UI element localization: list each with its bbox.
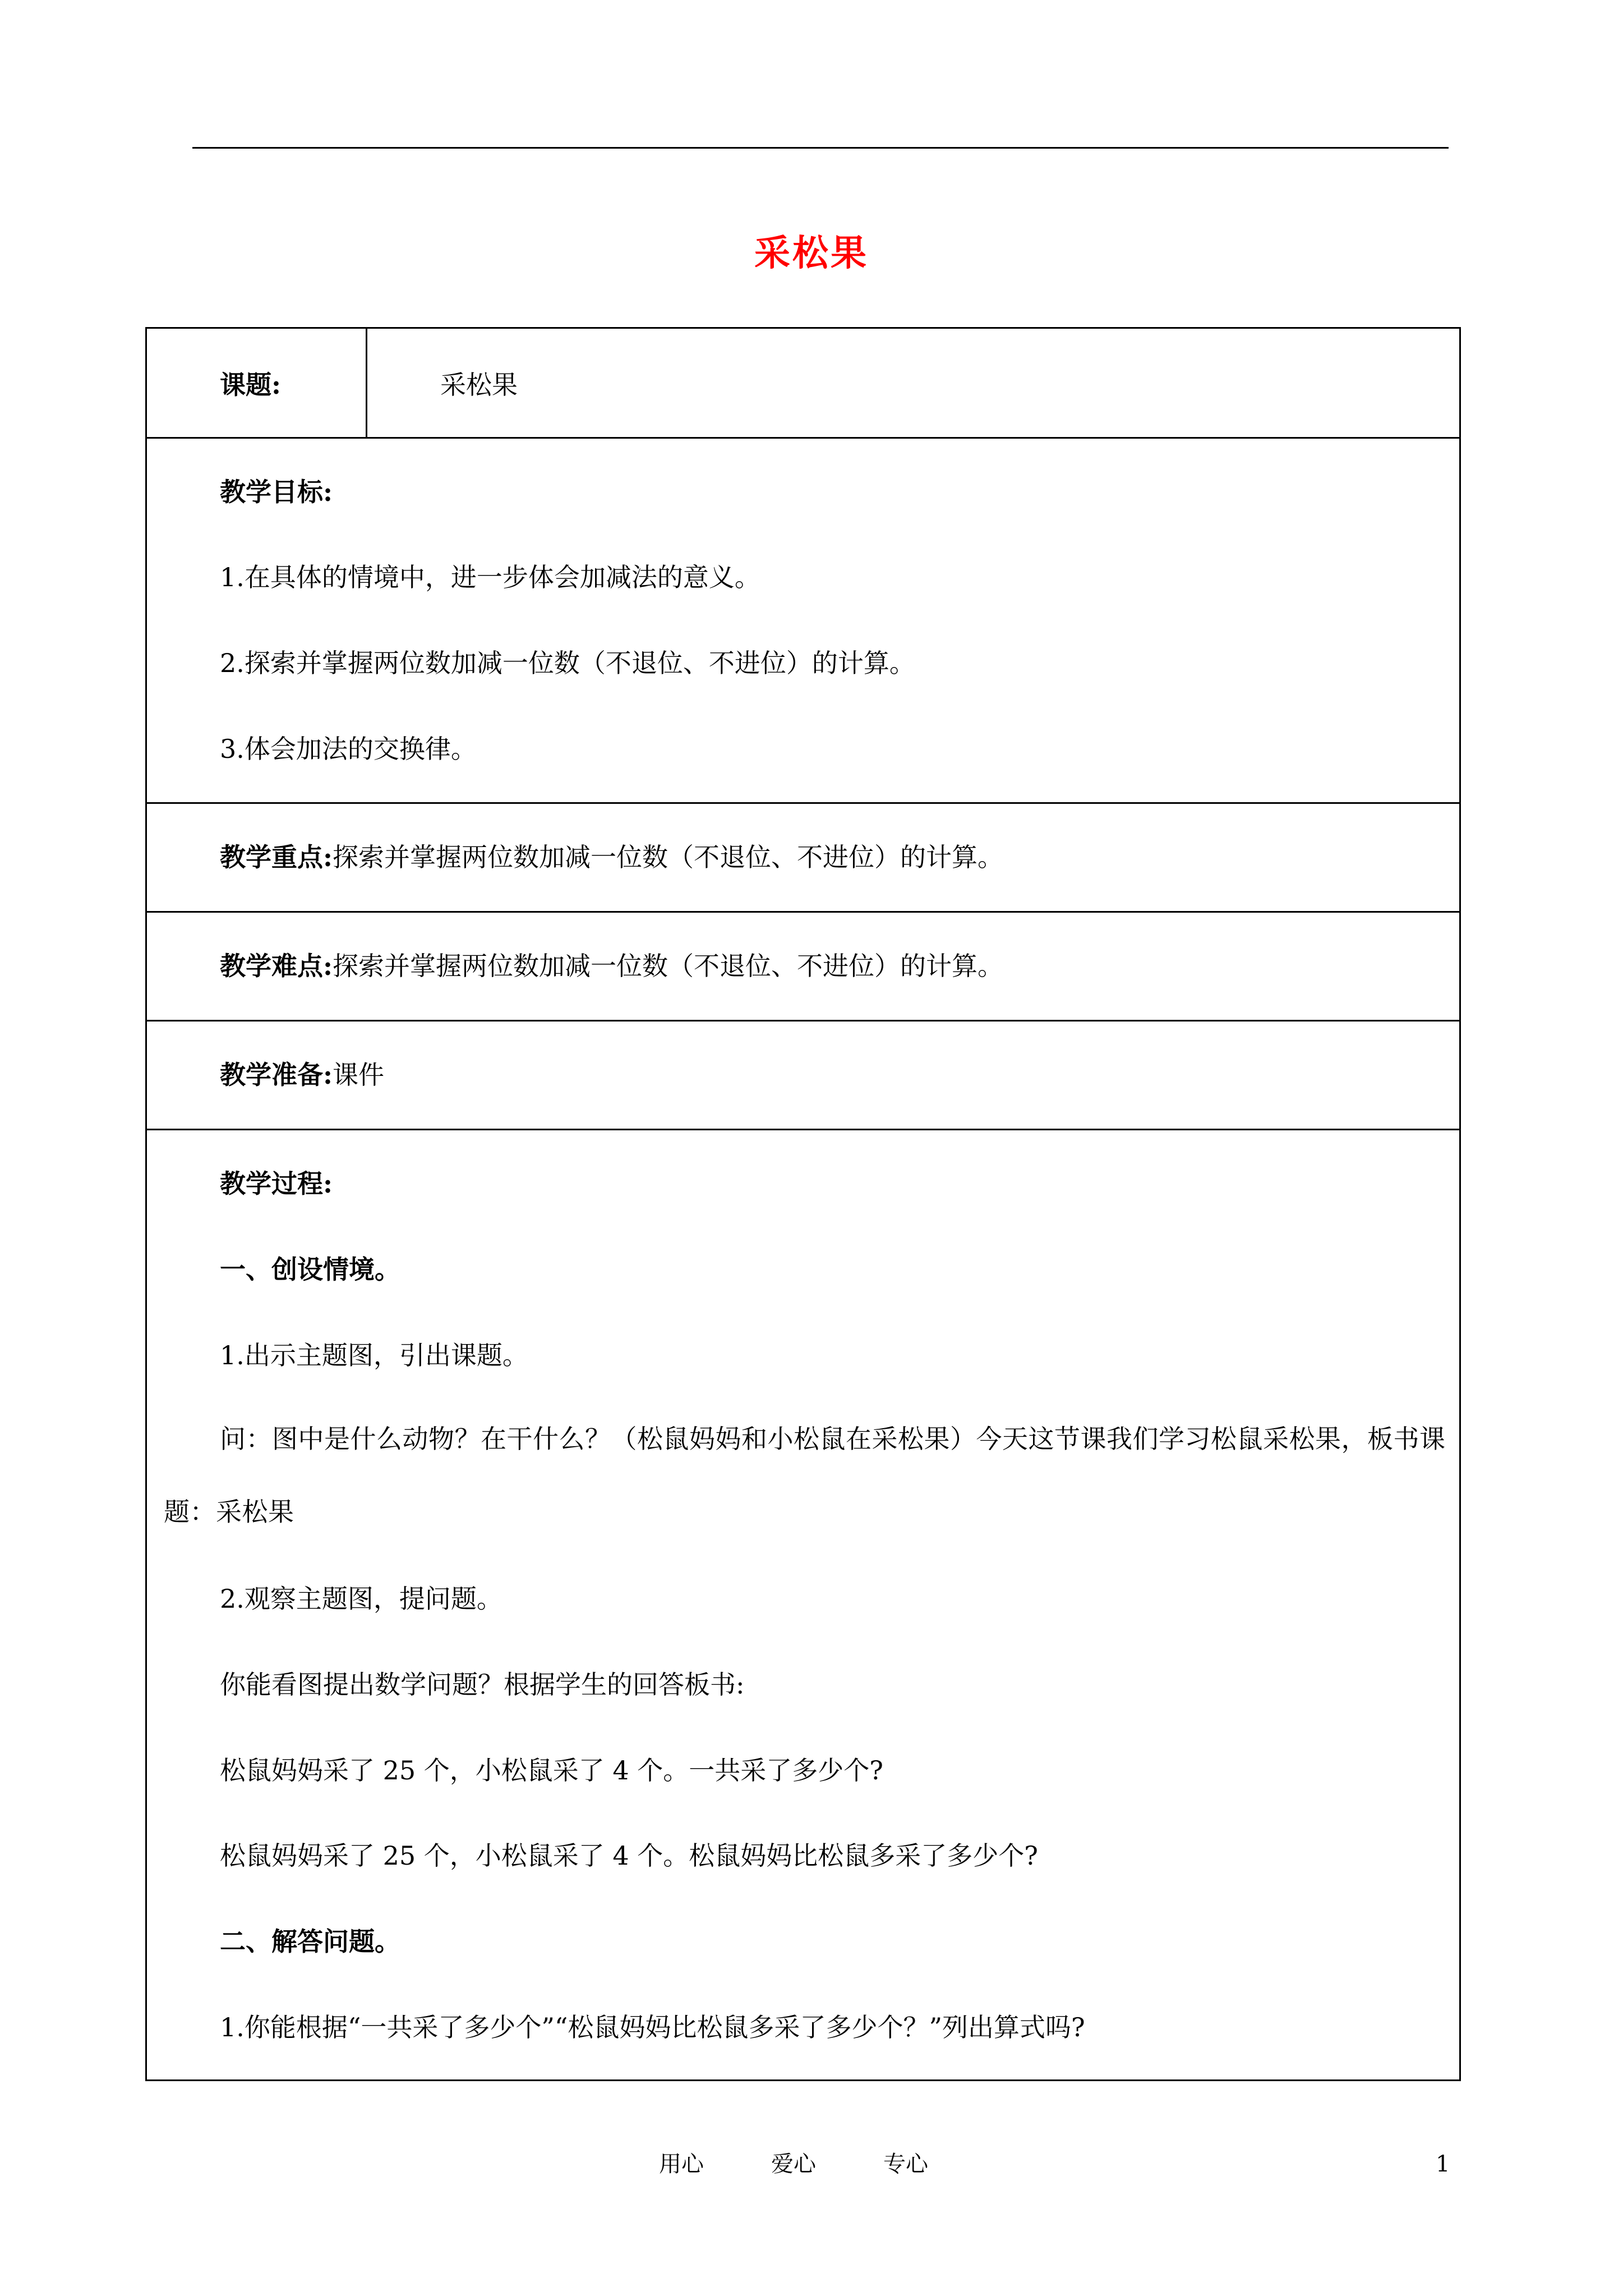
process-question: 松鼠妈妈采了 25 个，小松鼠采了 4 个。松鼠妈妈比松鼠多采了多少个? xyxy=(220,1841,1038,1871)
header-rule xyxy=(192,147,1449,149)
key-point-text: 探索并掌握两位数加减一位数（不退位、不进位）的计算。 xyxy=(332,842,1003,872)
subject-value: 采松果 xyxy=(440,369,518,400)
key-point-label: 教学重点: xyxy=(220,842,333,872)
process-question: 松鼠妈妈采了 25 个，小松鼠采了 4 个。一共采了多少个? xyxy=(220,1755,883,1786)
subject-label: 课题: xyxy=(147,329,367,437)
process-heading: 教学过程: xyxy=(220,1168,333,1199)
key-point-row xyxy=(147,802,1459,911)
process-item: 2.观察主题图，提问题。 xyxy=(220,1584,502,1614)
section-heading: 一、创设情境。 xyxy=(220,1254,400,1285)
objective-item: 2.探索并掌握两位数加减一位数（不退位、不进位）的计算。 xyxy=(220,648,915,678)
preparation-text: 课件 xyxy=(332,1060,384,1090)
difficulty-text: 探索并掌握两位数加减一位数（不退位、不进位）的计算。 xyxy=(332,951,1003,981)
footer-motto-item: 专心 xyxy=(883,2151,928,2177)
document-title: 采松果 xyxy=(754,232,869,274)
preparation-row xyxy=(147,1020,1459,1129)
process-item: 1.你能根据“一共采了多少个”“松鼠妈妈比松鼠多采了多少个？”列出算式吗? xyxy=(220,2012,1085,2042)
process-paragraph: 你能看图提出数学问题？根据学生的回答板书: xyxy=(220,1669,745,1700)
process-paragraph: 问：图中是什么动物？在干什么？（松鼠妈妈和小松鼠在采松果）今天这节课我们学习松鼠采松果，板书课题：采松果 xyxy=(164,1424,1446,1527)
preparation-label: 教学准备: xyxy=(220,1060,333,1090)
process-item: 1.出示主题图，引出课题。 xyxy=(220,1340,528,1370)
objectives-heading: 教学目标: xyxy=(220,477,333,507)
footer-motto-item: 爱心 xyxy=(771,2151,816,2177)
teaching-process-row xyxy=(147,1129,1459,2079)
section-heading: 二、解答问题。 xyxy=(220,1926,400,1957)
lesson-plan-table xyxy=(145,327,1461,2081)
footer-motto xyxy=(659,2153,928,2175)
difficulty-label: 教学难点: xyxy=(220,951,333,981)
objectives-row xyxy=(147,437,1459,802)
footer-motto-item: 用心 xyxy=(659,2151,704,2177)
difficulty-row xyxy=(147,911,1459,1020)
page-number: 1 xyxy=(1436,2151,1450,2177)
subject-row xyxy=(147,329,1459,437)
objective-item: 1.在具体的情境中，进一步体会加减法的意义。 xyxy=(220,562,760,592)
objective-item: 3.体会加法的交换律。 xyxy=(220,734,477,764)
